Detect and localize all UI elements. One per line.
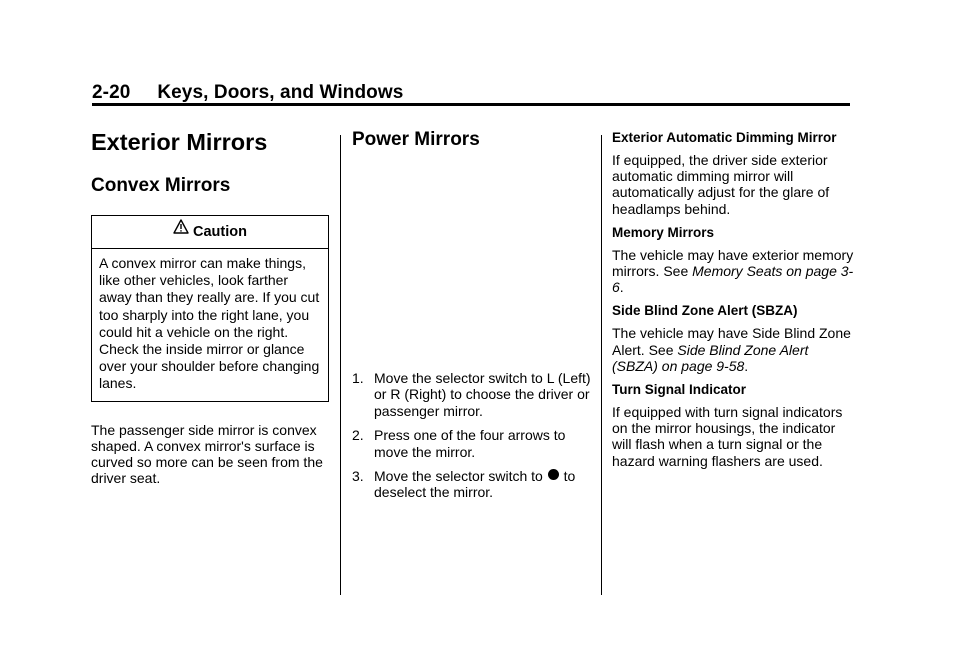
paragraph-end: . xyxy=(619,279,624,296)
column-divider xyxy=(340,135,341,595)
paragraph-end: . xyxy=(744,357,749,374)
step-text: Press one of the four arrows to move the mirror. xyxy=(374,427,566,460)
cross-reference: Memory Seats on page 3-6 xyxy=(612,263,854,296)
subheading: Turn Signal Indicator xyxy=(612,382,747,398)
column-divider xyxy=(601,135,602,595)
subsection-title: Convex Mirrors xyxy=(91,175,231,196)
caution-box xyxy=(91,215,329,402)
section-title: Exterior Mirrors xyxy=(91,129,268,155)
paragraph-text: The vehicle may have exterior memory mirrors. See xyxy=(612,246,854,280)
step-text: Move the selector switch to xyxy=(374,468,543,485)
section-title: Power Mirrors xyxy=(352,129,480,150)
column-2 xyxy=(352,128,594,509)
step-number: 2. xyxy=(352,427,364,444)
subheading: Memory Mirrors xyxy=(612,224,715,240)
body-paragraph: The passenger side mirror is convex shaped. A convex mirror's surface is curved so more can be seen from the driver seat. xyxy=(91,421,323,487)
column-3 xyxy=(612,128,854,469)
paragraph xyxy=(612,247,854,296)
paragraph: If equipped, the driver side exterior automatic dimming mirror will automatically adjust for the glare of headlamps behind. xyxy=(612,152,830,217)
paragraph: If equipped with turn signal indicators on the mirror housings, the indicator will flash when a turn signal or the hazard warning flashers are used. xyxy=(612,404,843,469)
caution-text: A convex mirror can make things, like other vehicles, look farther away than they really are. If you cut too sharply into the right lane, you could hit a vehicle on the right. Check the inside mirror or glance over your shoulder before changing lanes. xyxy=(99,255,320,392)
list-item xyxy=(352,370,594,419)
paragraph xyxy=(612,325,854,374)
list-item xyxy=(352,427,594,460)
step-number: 3. xyxy=(352,468,364,485)
selector-off-dot-icon xyxy=(548,469,559,480)
warning-triangle-icon xyxy=(173,214,189,246)
header-rule xyxy=(92,103,850,106)
step-list xyxy=(352,370,594,501)
list-item xyxy=(352,468,594,501)
figure-placeholder xyxy=(352,152,594,370)
caution-label: Caution xyxy=(193,224,247,240)
subheading: Exterior Automatic Dimming Mirror xyxy=(612,130,837,145)
paragraph-text: The vehicle may have Side Blind Zone Alert. See xyxy=(612,325,851,358)
step-text: to deselect the mirror. xyxy=(374,468,576,501)
step-number: 1. xyxy=(352,370,364,386)
caution-header xyxy=(92,216,328,249)
page-header: 2-20 Keys, Doors, and Windows xyxy=(92,82,404,103)
step-text: Move the selector switch to L (Left) or R (Right) to choose the driver or passenger mirror. xyxy=(374,370,591,419)
cross-reference: Side Blind Zone Alert (SBZA) on page 9-58 xyxy=(612,341,809,374)
column-1 xyxy=(91,128,331,486)
subheading: Side Blind Zone Alert (SBZA) xyxy=(612,303,798,319)
